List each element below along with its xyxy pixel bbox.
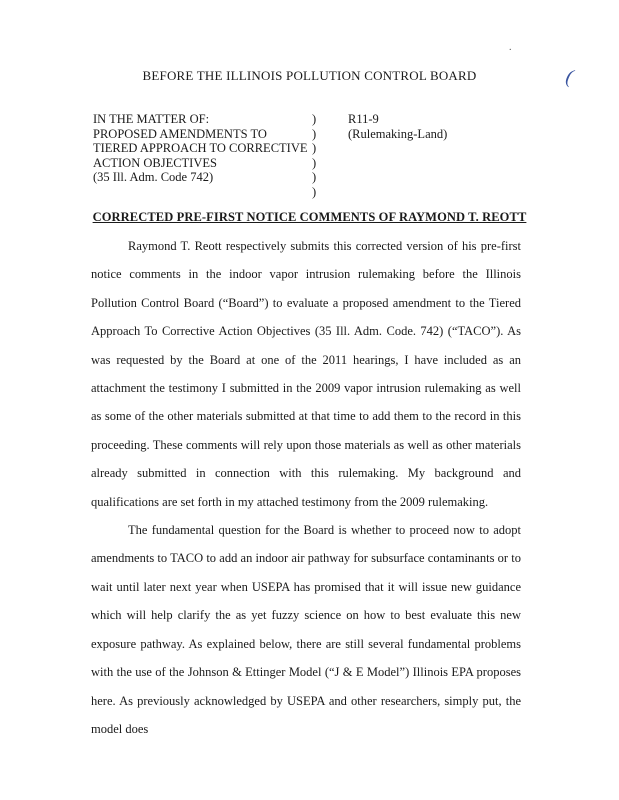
corner-dot: . <box>509 42 512 53</box>
docket-type: (Rulemaking-Land) <box>348 126 448 141</box>
paren: ) <box>312 126 317 141</box>
docket-info <box>348 112 447 141</box>
case-caption <box>93 112 308 185</box>
caption-line: IN THE MATTER OF: <box>93 112 210 126</box>
handwritten-mark: ( <box>563 65 575 89</box>
caption-line: (35 Ill. Adm. Code 742) <box>93 170 214 184</box>
caption-line: TIERED APPROACH TO CORRECTIVE <box>93 141 308 155</box>
caption-line: PROPOSED AMENDMENTS TO <box>93 126 267 141</box>
paragraph: The fundamental question for the Board is whether to proceed now to adopt amendments to TACO to add an indoor air pathway for subsurface contaminants or to wait until later next year when USEPA has promised that it will issue new guidance which will help clarify the as yet fuzzy science on how to best evaluate this new exposure pathway. As explained below, there are still several fundamental problems with the use of the Johnson & Ettinger Model (“J & E Model”) Illinois EPA proposes here. As previously acknowledged by USEPA and other researchers, simply put, the model does <box>91 523 521 736</box>
document-heading: CORRECTED PRE-FIRST NOTICE COMMENTS OF RAYMOND T. REOTT <box>92 210 527 224</box>
board-title: BEFORE THE ILLINOIS POLLUTION CONTROL BOARD <box>142 68 477 83</box>
paren: ) <box>312 155 317 170</box>
caption-parens <box>312 112 316 199</box>
caption-line: ACTION OBJECTIVES <box>93 155 217 170</box>
paren: ) <box>312 170 317 184</box>
paren: ) <box>312 112 317 126</box>
paren: ) <box>312 141 317 155</box>
body-text <box>91 232 521 743</box>
docket-number: R11-9 <box>348 112 379 126</box>
paragraph: Raymond T. Reott respectively submits this corrected version of his pre-first notice comments in the indoor vapor intrusion rulemaking before the Illinois Pollution Control Board (“Board”) to evaluate a proposed amendment to the Tiered Approach To Corrective Action Objectives (35 Ill. Adm. Code. 742) (“TACO”). As was requested by the Board at one of the 2011 hearings, I have included as an attachment the testimony I submitted in the 2009 vapor intrusion rulemaking as well as some of the other materials submitted at that time to add them to the record in this proceeding. These comments will rely upon those materials as well as other materials already submitted in connection with this rulemaking. My background and qualifications are set forth in my attached testimony from the 2009 rulemaking. <box>91 239 521 509</box>
paren: ) <box>312 184 317 199</box>
